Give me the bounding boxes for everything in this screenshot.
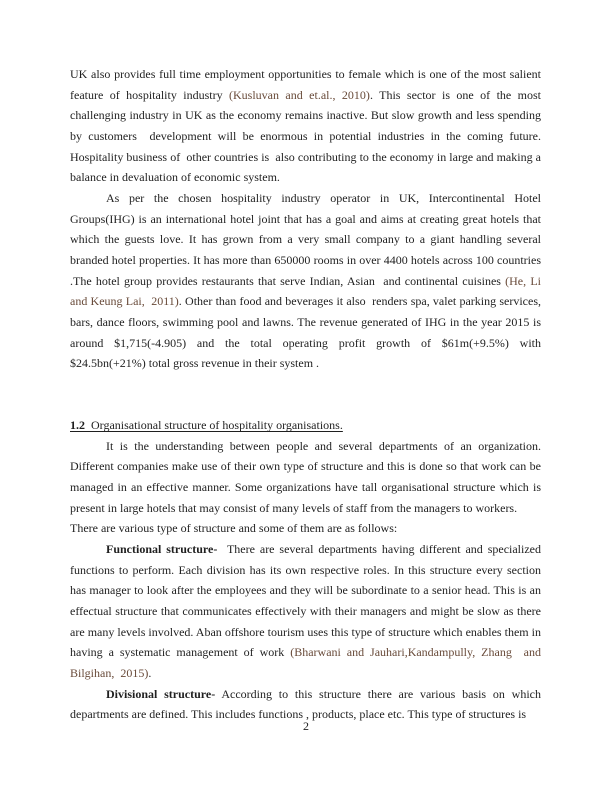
text-run: Organisational structure of hospitality organisations. <box>85 418 343 433</box>
text-run: It is the understanding between people and several departments of an organization. Different companies make use of their own type of structure and this is done so that work can be managed in an effective manner. Some organizations have tall organisational structure which is present in large hotels that may consist of many levels of staff from the managers to workers. <box>70 438 541 515</box>
text-run: There are several departments having different and specialized functions to perform. Each division has its own respective roles. In this structure every section has manager to look after the employees and they will be subordinate to a senior head. This is an effectual structure that communicates effectively with their managers and might be slow as there are many levels involved. Aban offshore tourism uses this type of structure which enables them in having a systematic management of work <box>70 542 542 660</box>
section-heading <box>70 415 541 436</box>
paragraph <box>70 188 541 374</box>
citation: (Bharwani and Jauhari,Kandampully, Zhang and Bilgihan, 2015) <box>70 645 542 681</box>
bold-lead-text: 1.2 <box>70 418 85 433</box>
text-run: As per the chosen hospitality industry operator in UK, Intercontinental Hotel Groups(IHG) is an international hotel joint that has a goal and aims at creating great hotels that which the guests love. It has grown from a very small company to a giant handling several branded hotel properties. It has more than 650000 rooms in over 4400 hotels across 100 countries .The hotel group provides restaurants that serve Indian, Asian and continental cuisines <box>70 190 541 288</box>
bold-lead-text: Functional structure- <box>106 542 218 557</box>
paragraph <box>70 518 541 539</box>
paragraph <box>70 539 541 684</box>
page-footer <box>0 716 612 737</box>
text-run: UK also provides full time employment opportunities to female which is one of the most salient feature of hospitality industry <box>70 67 541 102</box>
page-number: 2 <box>303 719 309 733</box>
citation: (He, Li and Keung Lai, 2011) <box>70 273 541 309</box>
paragraph <box>70 64 541 188</box>
text-run: According to this structure there are various basis on which departments are defined. This includes functions , products, place etc. This type of structures is <box>70 686 541 722</box>
citation: (Kusluvan and et.al., 2010) <box>229 87 370 102</box>
text-run: . <box>148 666 152 681</box>
text-run: . This sector is one of the most challenging industry in UK as the economy remains inactive. But slow growth and less spending by customers development will be enormous in potential industries in the coming future. Hospitality business of other countries is also contributing to the economy in large and making a balance in devaluation of economic system. <box>70 87 542 185</box>
paragraph <box>70 436 541 519</box>
text-run: . Other than food and beverages it also renders spa, valet parking services, bars, dance floors, swimming pool and lawns. The revenue generated of IHG in the year 2015 is around $1,715(-4.905) and the total operating profit growth of $61m(+9.5%) with $24.5bn(+21%) total gross revenue in their system . <box>70 294 542 371</box>
bold-lead-text: Divisional structure- <box>106 686 216 701</box>
document-body <box>70 64 541 725</box>
text-run: There are various type of structure and some of them are as follows: <box>70 521 398 536</box>
